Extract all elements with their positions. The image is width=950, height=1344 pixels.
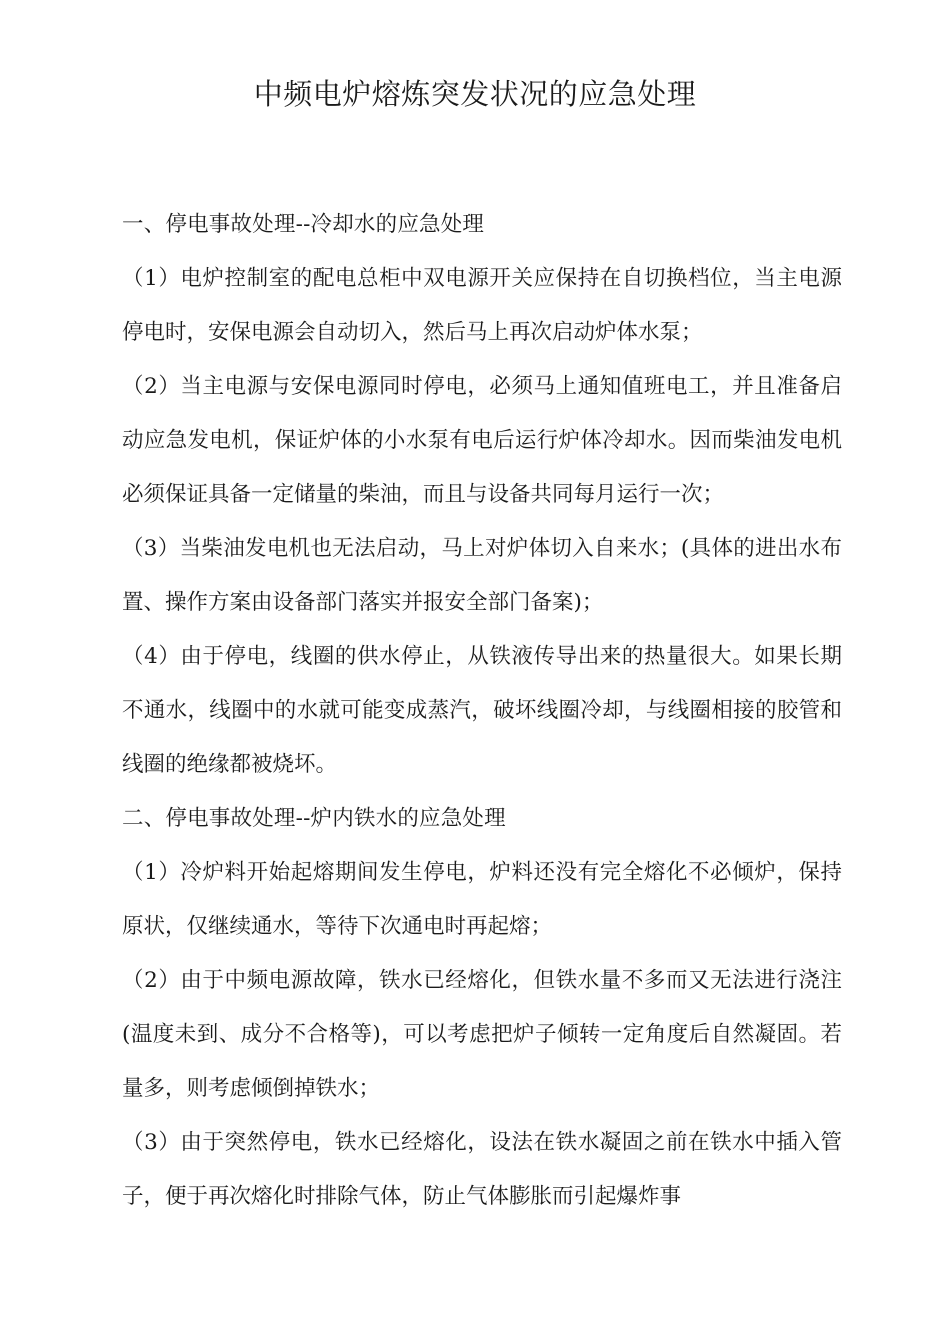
paragraph-molten-iron-item-2: （2）由于中频电源故障，铁水已经熔化，但铁水量不多而又无法进行浇注(温度未到、成分不合格等)，可以考虑把炉子倾转一定角度后自然凝固。若量多，则考虑倾倒掉铁水； bbox=[122, 968, 842, 1101]
section-heading-power-outage-molten-iron: 二、停电事故处理--炉内铁水的应急处理 bbox=[122, 806, 506, 831]
paragraph-cooling-item-4: （4）由于停电，线圈的供水停止，从铁液传导出来的热量很大。如果长期不通水，线圈中的水就可能变成蒸汽，破坏线圈冷却，与线圈相接的胶管和线圈的绝缘都被烧坏。 bbox=[122, 644, 842, 777]
paragraph-cooling-item-2: （2）当主电源与安保电源同时停电，必须马上通知值班电工，并且准备启动应急发电机，保证炉体的小水泵有电后运行炉体冷却水。因而柴油发电机必须保证具备一定储量的柴油，而且与设备共同每月运行一次； bbox=[122, 374, 842, 507]
section-heading-power-outage-cooling-water: 一、停电事故处理--冷却水的应急处理 bbox=[122, 212, 485, 237]
paragraph-cooling-item-3: （3）当柴油发电机也无法启动，马上对炉体切入自来水；(具体的进出水布置、操作方案由设备部门落实并报安全部门备案)； bbox=[122, 536, 842, 615]
paragraph-molten-iron-item-1: （1）冷炉料开始起熔期间发生停电，炉料还没有完全熔化不必倾炉，保持原状，仅继续通水，等待下次通电时再起熔； bbox=[122, 860, 842, 939]
document-title: 中频电炉熔炼突发状况的应急处理 bbox=[253, 77, 697, 111]
paragraph-molten-iron-item-3: （3）由于突然停电，铁水已经熔化，设法在铁水凝固之前在铁水中插入管子，便于再次熔化时排除气体，防止气体膨胀而引起爆炸事 bbox=[122, 1130, 842, 1209]
paragraph-cooling-item-1: （1）电炉控制室的配电总柜中双电源开关应保持在自切换档位，当主电源停电时，安保电源会自动切入，然后马上再次启动炉体水泵； bbox=[122, 266, 842, 345]
document-body bbox=[122, 198, 842, 1224]
